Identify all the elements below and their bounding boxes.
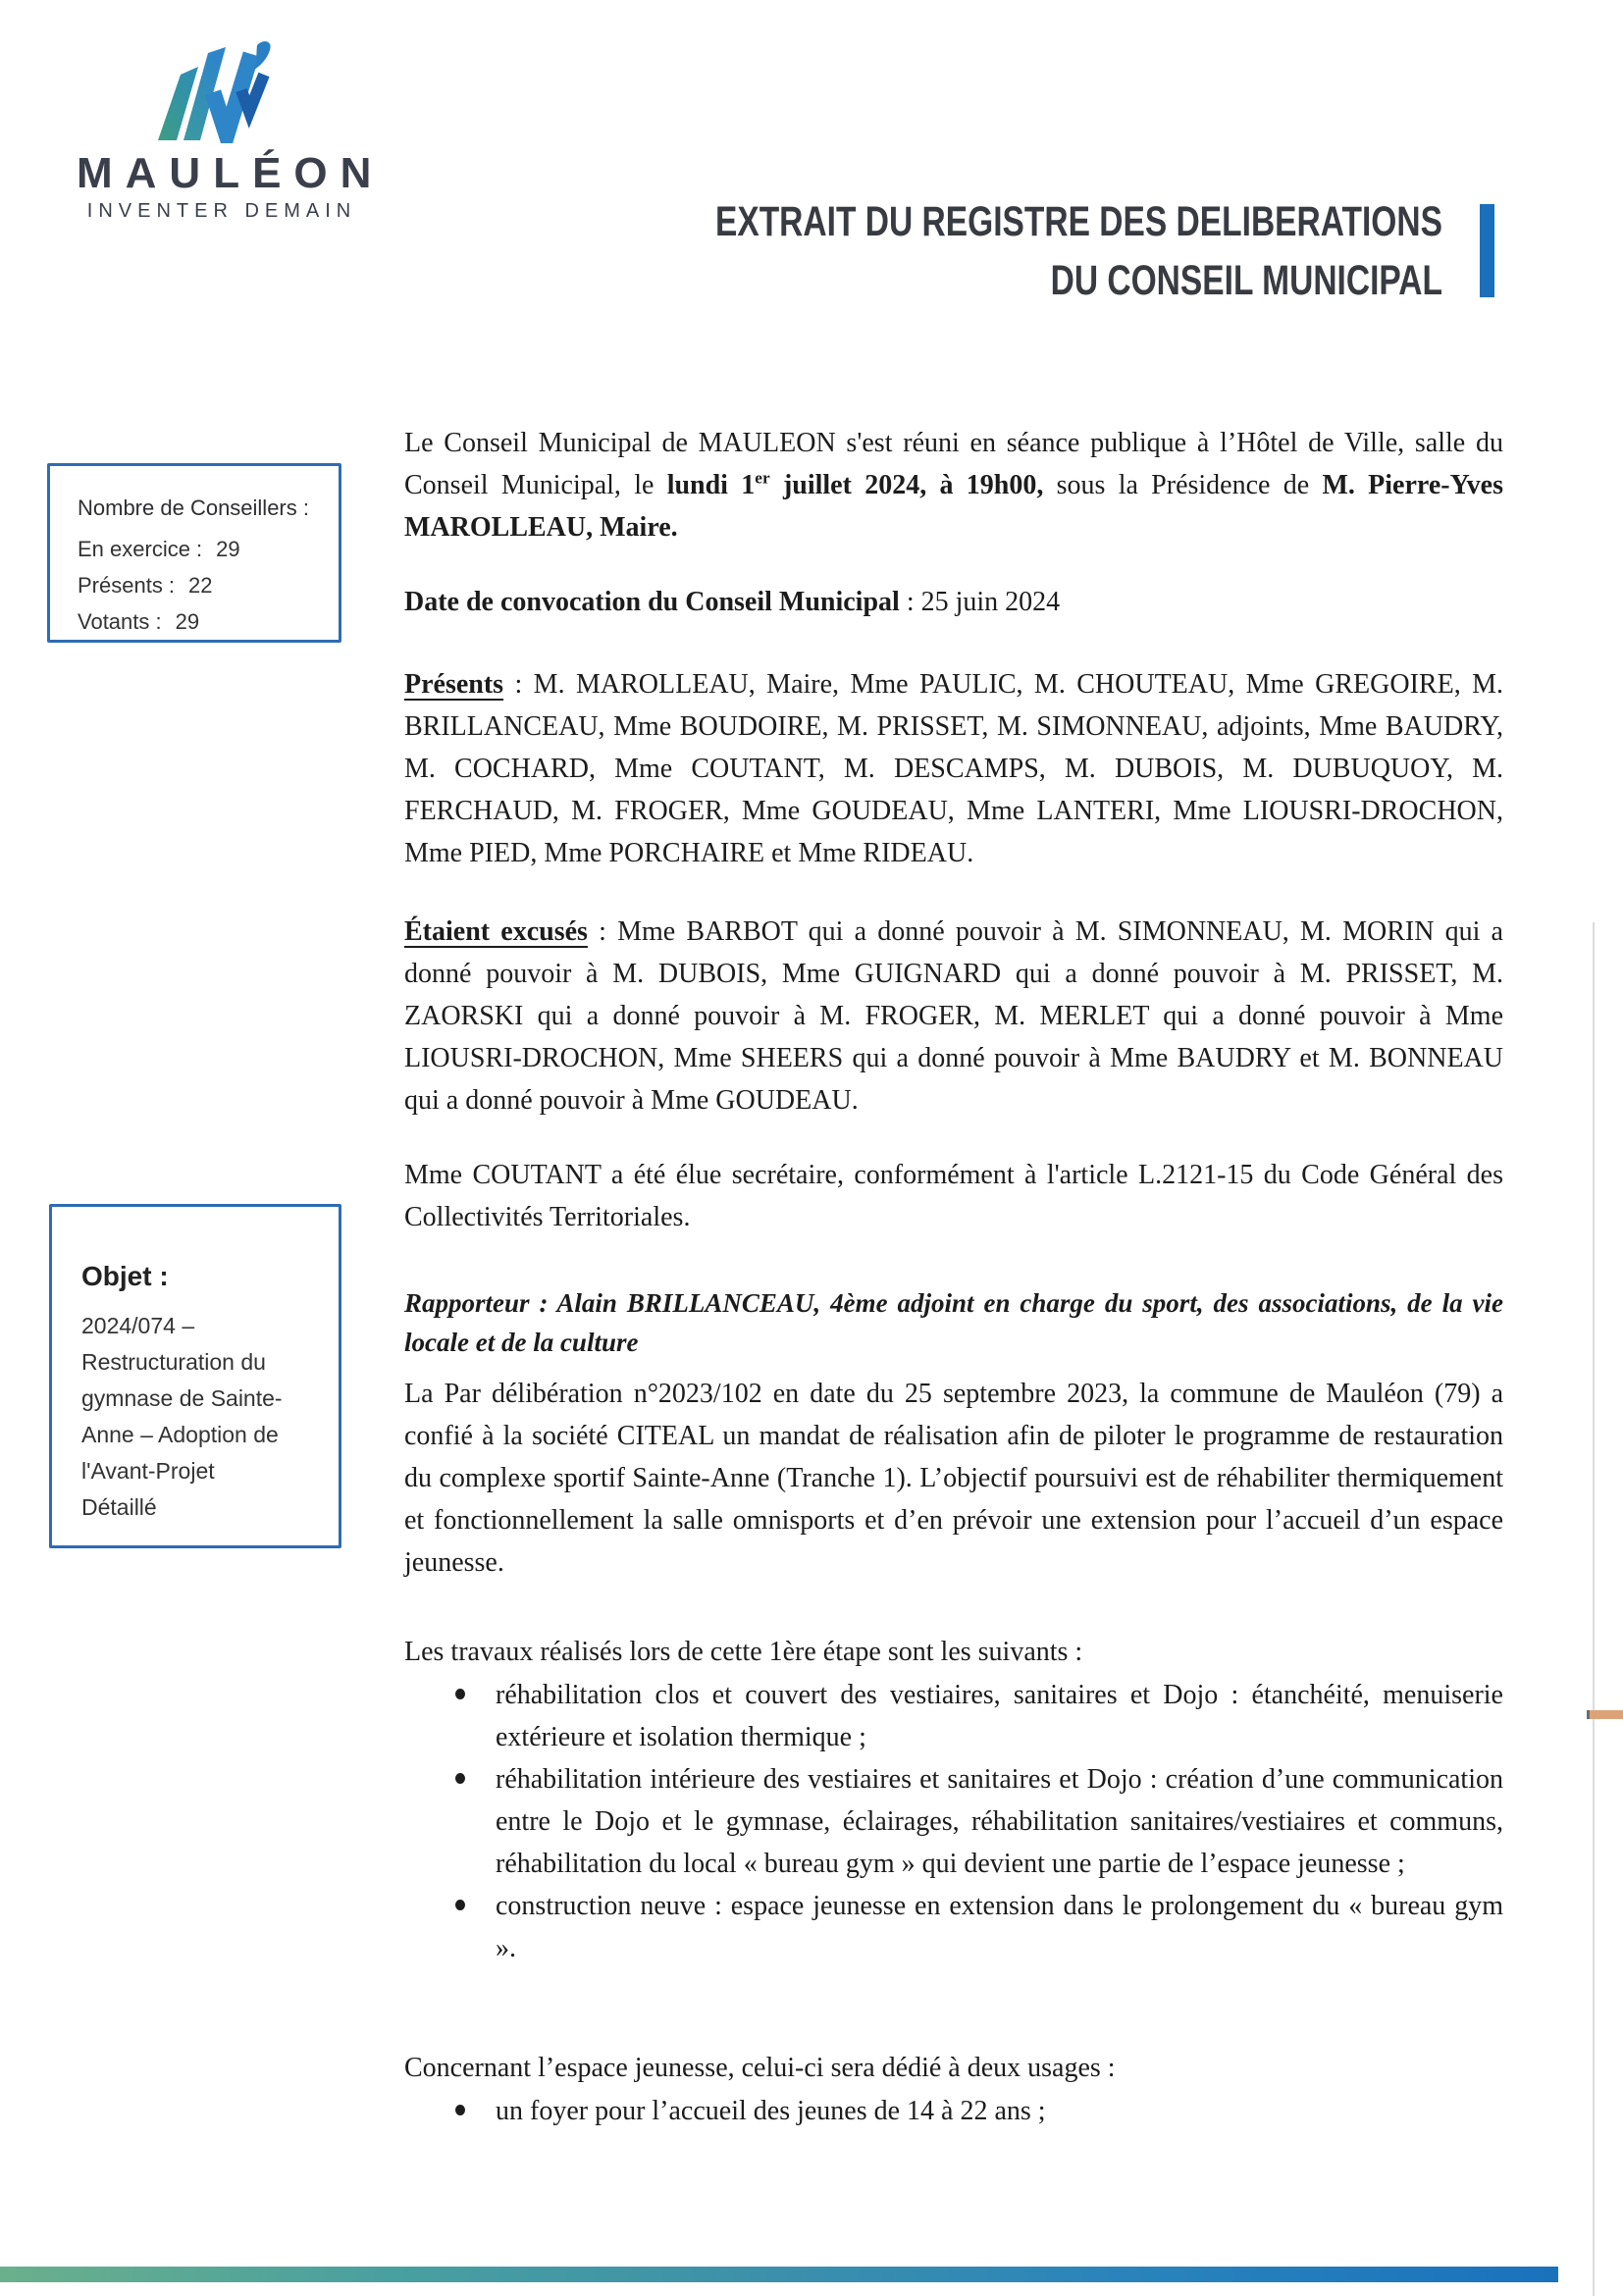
excuses-list: : Mme BARBOT qui a donné pouvoir à M. SIMONNEAU, M. MORIN qui a donné pouvoir à M. DUBOIS, Mme GUIGNARD qui a donné pouvoir à M. PRISSET, M. ZAORSKI qui a donné pouvoir à M. FROGER, M. MERLET qui a donné pouvoir à Mme LIOUSRI-DROCHON, Mme SHEERS qui a donné pouvoir à Mme BAUDRY et M. BONNEAU qui a donné pouvoir à Mme GOUDEAU. xyxy=(404,916,1503,1116)
bullet-icon xyxy=(455,2105,465,2115)
counter-label: Présents : xyxy=(78,573,176,598)
bullet-icon xyxy=(455,1773,465,1784)
counter-presents xyxy=(78,567,329,603)
list-item-text: réhabilitation clos et couvert des vestiaires, sanitaires et Dojo : étanchéité, menuiserie extérieure et isolation thermique ; xyxy=(496,1680,1503,1752)
counter-label: Votants : xyxy=(78,609,162,634)
counter-value: 29 xyxy=(216,537,240,561)
presents-list: : M. MAROLLEAU, Maire, Mme PAULIC, M. CHOUTEAU, Mme GREGOIRE, M. BRILLANCEAU, Mme BOUDOIRE, M. PRISSET, M. SIMONNEAU, adjoints, Mme BAUDRY, M. COCHARD, Mme COUTANT, M. DESCAMPS, M. DUBOIS, M. DUBUQUOY, M. FERCHAUD, M. FROGER, Mme GOUDEAU, Mme LANTERI, Mme LIOUSRI-DROCHON, Mme PIED, Mme PORCHAIRE et Mme RIDEAU. xyxy=(404,669,1503,868)
convocation-label: Date de convocation du Conseil Municipal xyxy=(404,587,900,617)
scan-edge-line xyxy=(1593,922,1595,2296)
document-title xyxy=(481,192,1442,310)
paragraph-seance xyxy=(404,422,1503,548)
paragraph-rapporteur: Rapporteur : Alain BRILLANCEAU, 4ème adjoint en charge du sport, des associations, de la vie locale et de la culture xyxy=(404,1288,1503,1357)
counters-box xyxy=(47,463,341,643)
counter-value: 22 xyxy=(188,573,213,598)
logo-wordmark: MAULÉON xyxy=(77,149,385,197)
paragraph-secretaire: Mme COUTANT a été élue secrétaire, conformément à l'article L.2121-15 du Code Général des Collectivités Territoriales. xyxy=(404,1160,1503,1232)
presents-label: Présents xyxy=(404,669,504,700)
list-item-text: réhabilitation intérieure des vestiaires et sanitaires et Dojo : création d’une communication entre le Dojo et le gymnase, éclairages, réhabilitation sanitaires/vestiaires et communs, réhabilitation du local « bureau gym » qui devient une partie de l’espace jeunesse ; xyxy=(496,1764,1503,1879)
counter-value: 29 xyxy=(175,609,200,634)
footer-gradient-bar xyxy=(0,2267,1558,2282)
list-item xyxy=(404,2090,1503,2132)
usages-list xyxy=(404,2090,1503,2132)
convocation-date: : 25 juin 2024 xyxy=(899,587,1061,617)
counter-en-exercice xyxy=(78,531,329,567)
bullet-icon xyxy=(455,1689,465,1699)
travaux-list xyxy=(404,1674,1503,1969)
seance-date: lundi 1 xyxy=(666,470,756,500)
city-logo xyxy=(77,39,385,223)
objet-box-title: Objet : xyxy=(81,1261,169,1291)
seance-date-sup: er xyxy=(755,468,770,488)
list-item xyxy=(404,1758,1503,1885)
paragraph-excuses xyxy=(404,911,1503,1122)
paragraph-espace-jeunesse: Concernant l’espace jeunesse, celui-ci sera dédié à deux usages : xyxy=(404,2053,1116,2083)
counters-box-title: Nombre de Conseillers : xyxy=(78,496,309,520)
objet-box-text: 2024/074 – Restructuration du gymnase de Sainte-Anne – Adoption de l'Avant-Projet Détaillé xyxy=(81,1313,283,1520)
mauleon-logo-icon xyxy=(150,39,288,143)
bullet-icon xyxy=(455,1900,465,1910)
title-line-2: DU CONSEIL MUNICIPAL xyxy=(1050,257,1442,304)
counter-votants xyxy=(78,603,329,640)
seance-mid: sous la Présidence de xyxy=(1043,470,1323,500)
seance-maire: M. Pierre-Yves MAROLLEAU, Maire. xyxy=(404,470,1504,543)
paragraph-presents xyxy=(404,663,1503,874)
list-item xyxy=(404,1674,1503,1758)
title-line-1: EXTRAIT DU REGISTRE DES DELIBERATIONS xyxy=(714,198,1442,245)
title-accent-bar xyxy=(1480,204,1494,297)
paragraph-travaux-intro: Les travaux réalisés lors de cette 1ère étape sont les suivants : xyxy=(404,1637,1083,1667)
list-item-text: construction neuve : espace jeunesse en extension dans le prolongement du « bureau gym ». xyxy=(496,1891,1503,1963)
logo-tagline: INVENTER DEMAIN xyxy=(86,200,357,222)
seance-text: Le Conseil Municipal de MAULEON s'est réuni en séance publique à l’Hôtel de Ville, salle du Conseil Municipal, le xyxy=(404,428,1503,500)
paragraph-deliberation: La Par délibération n°2023/102 en date du 25 septembre 2023, la commune de Mauléon (79) a confié à la société CITEAL un mandat de réalisation afin de piloter le programme de restauration du complexe sportif Sainte-Anne (Tranche 1). L’objectif poursuivi est de réhabiliter thermiquement et fonctionnellement la salle omnisports et d’en prévoir une extension pour l’accueil d’un espace jeunesse. xyxy=(404,1379,1503,1578)
excuses-label: Étaient excusés xyxy=(404,916,588,947)
seance-date-b: juillet 2024, à 19h00, xyxy=(769,470,1044,500)
objet-box xyxy=(49,1204,341,1548)
paragraph-convocation xyxy=(404,581,1503,623)
counter-label: En exercice : xyxy=(78,537,203,561)
scan-artifact-tab xyxy=(1587,1710,1623,1719)
list-item-text: un foyer pour l’accueil des jeunes de 14 à 22 ans ; xyxy=(496,2096,1046,2126)
list-item xyxy=(404,1885,1503,1969)
